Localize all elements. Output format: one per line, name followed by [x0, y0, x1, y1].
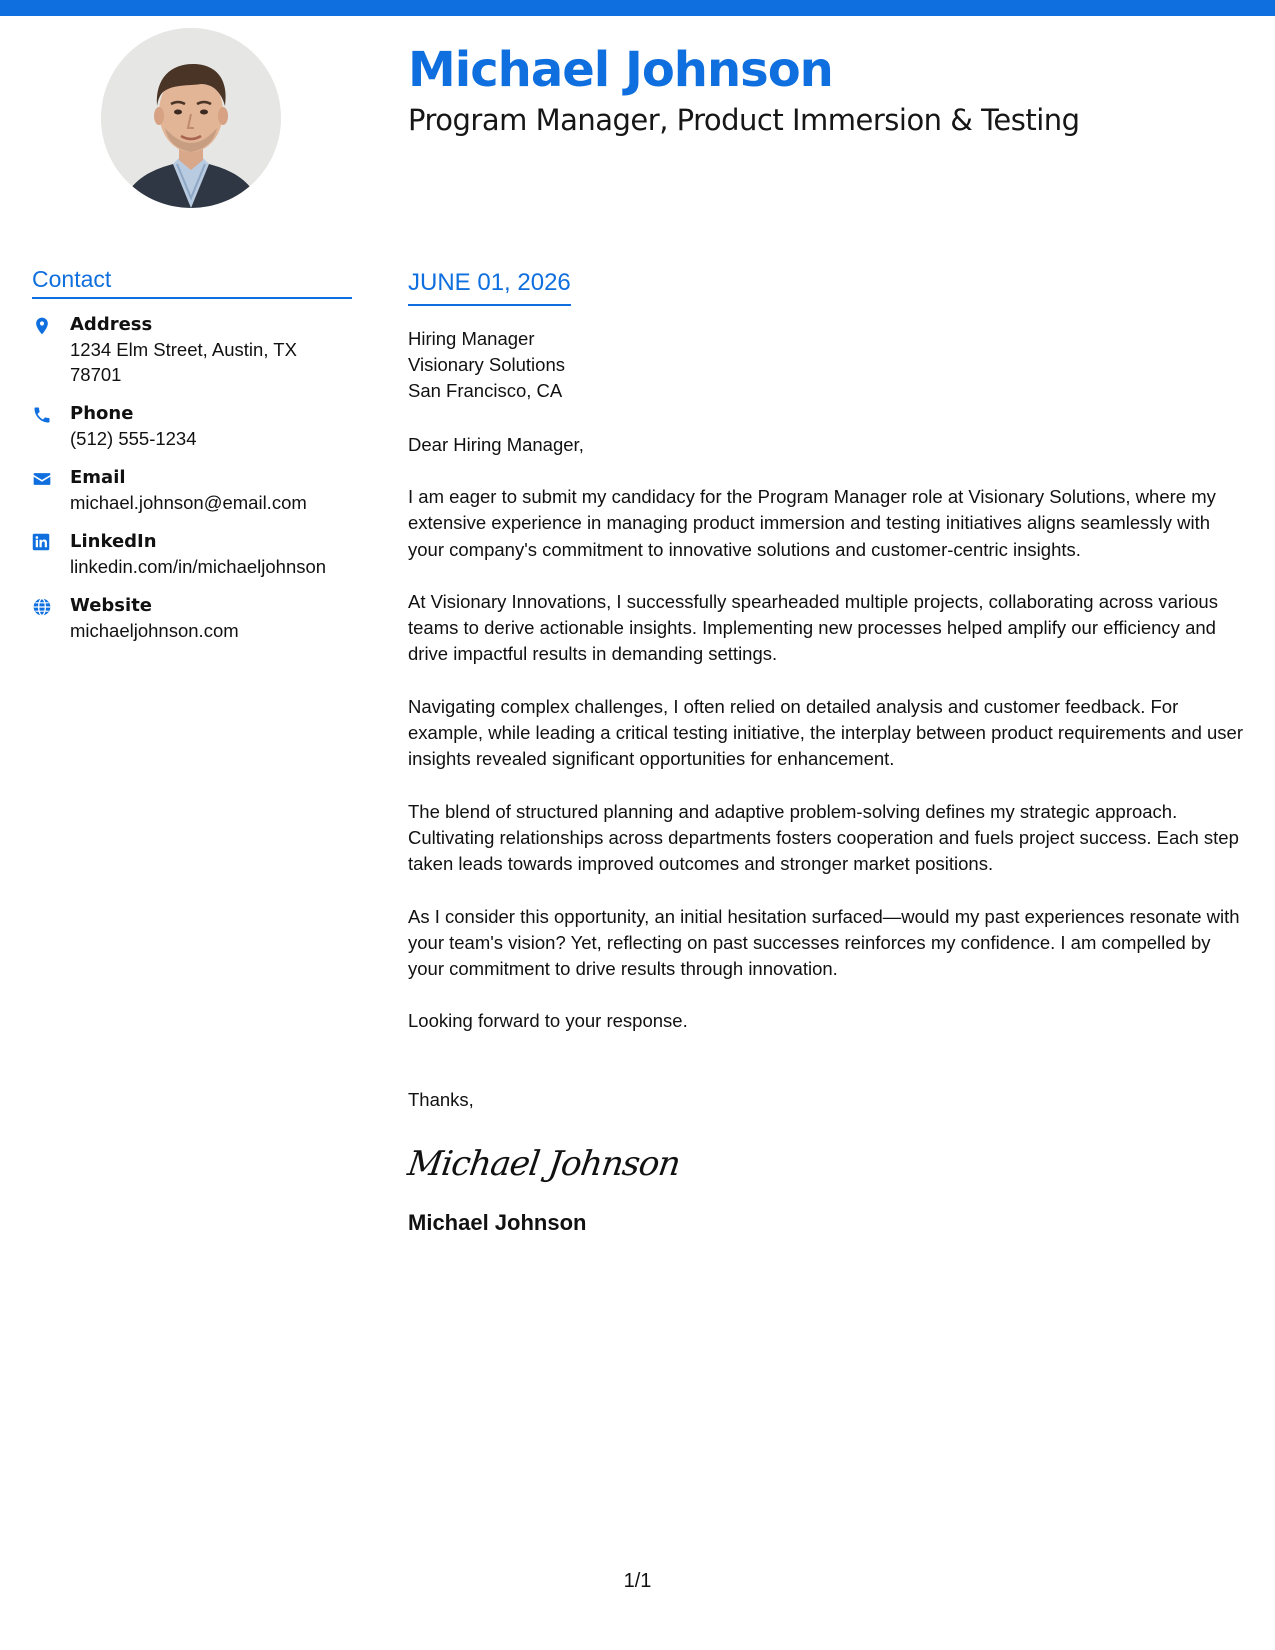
map-pin-icon: [32, 313, 70, 387]
contact-email: [32, 466, 352, 515]
contact-value: michaeljohnson.com: [70, 620, 239, 641]
salutation: Dear Hiring Manager,: [408, 434, 584, 455]
letter-paragraph: The blend of structured planning and adaptive problem-solving defines my strategic approach. Cultivating relationships across departments fosters cooperation and fuels project success. Each step taken leads towards improved outcomes and stronger market positions.: [408, 800, 1239, 875]
letter-paragraph: At Visionary Innovations, I successfully spearheaded multiple projects, collaborating across various teams to derive actionable insights. Implementing new processes helped amplify our efficiency and drive impactful results in demanding settings.: [408, 590, 1218, 665]
contact-value: (512) 555-1234: [70, 428, 197, 449]
recipient-line: San Francisco, CA: [408, 380, 563, 401]
signer-name: Michael Johnson: [408, 1209, 587, 1235]
recipient-line: Visionary Solutions: [408, 354, 565, 375]
contact-label: LinkedIn: [70, 531, 157, 552]
candidate-title: Program Manager, Product Immersion & Testing: [408, 103, 1080, 137]
closing: Thanks,: [408, 1088, 474, 1110]
top-accent-bar: [0, 0, 1275, 16]
email-icon: [32, 466, 70, 515]
contact-heading: Contact: [32, 265, 352, 299]
letter-paragraph: Looking forward to your response.: [408, 1010, 688, 1032]
contact-phone: [32, 402, 352, 451]
contact-label: Website: [70, 595, 153, 616]
contact-sidebar: [32, 265, 352, 658]
contact-address: [32, 313, 352, 387]
letter-paragraph: I am eager to submit my candidacy for the Program Manager role at Visionary Solutions, where my extensive experience in managing product immersion and testing initiatives aligns seamlessly with your company's commitment to innovative solutions and customer-centric insights.: [408, 486, 1216, 560]
letter-paragraph: Navigating complex challenges, I often relied on detailed analysis and customer feedback. For example, while leading a critical testing initiative, the interplay between product requirements and user insights revealed significant opportunities for enhancement.: [408, 695, 1244, 770]
contact-value: linkedin.com/in/michaeljohnson: [70, 556, 327, 577]
handwritten-signature: Michael Johnson: [405, 1143, 683, 1184]
contact-label: Address: [70, 314, 153, 335]
portrait-illustration: [101, 28, 281, 208]
profile-photo: [101, 28, 281, 208]
globe-icon: [32, 594, 70, 643]
recipient-line: Hiring Manager: [408, 328, 535, 349]
page-number: 1/1: [623, 1570, 652, 1592]
contact-label: Email: [70, 467, 126, 488]
letter-paragraph: As I consider this opportunity, an initial hesitation surfaced—would my past experiences resonate with your team's vision? Yet, reflecting on past successes reinforces my confidence. I am compelled by your commitment to drive results through innovation.: [408, 905, 1240, 980]
contact-website: [32, 594, 352, 643]
letter-date: JUNE 01, 2026: [408, 268, 571, 306]
phone-icon: [32, 402, 70, 451]
candidate-name: Michael Johnson: [408, 42, 833, 98]
contact-value: 1234 Elm Street, Austin, TX 78701: [70, 339, 297, 385]
contact-value: michael.johnson@email.com: [70, 492, 307, 513]
recipient-block: [408, 326, 1248, 404]
letter-body: [405, 268, 1248, 1237]
linkedin-icon: [32, 530, 70, 579]
contact-label: Phone: [70, 403, 134, 424]
contact-linkedin: [32, 530, 352, 579]
